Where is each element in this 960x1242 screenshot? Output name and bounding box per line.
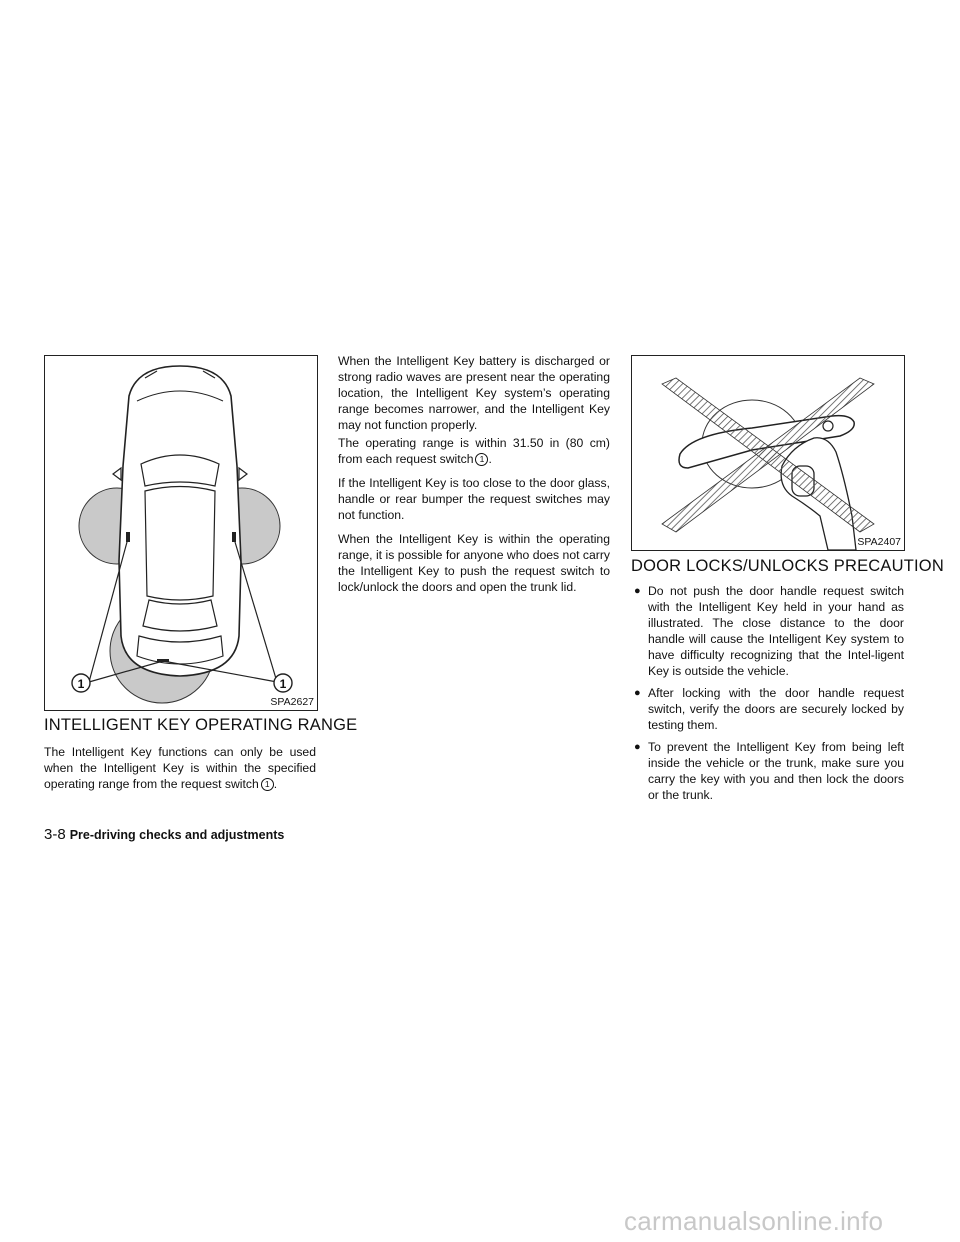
figure-code: SPA2627	[270, 696, 314, 708]
bullet-icon: ●	[634, 687, 641, 699]
page-number: 3-8	[44, 826, 66, 843]
request-switch-right	[232, 532, 236, 542]
watermark-link[interactable]: carmanualsonline.info	[624, 1206, 884, 1236]
car-windshield	[141, 455, 219, 486]
request-switch-button	[823, 421, 833, 431]
ref-1-icon: 1	[475, 453, 488, 466]
chapter-title: Pre-driving checks and adjustments	[69, 828, 285, 842]
precaution-list	[634, 583, 904, 809]
request-switch-left	[126, 532, 130, 542]
list-item: ● After locking with the door handle request switch, verify the doors are securely locked by testing them.	[634, 686, 904, 732]
car-roof	[145, 487, 215, 601]
door-handle-figure	[631, 355, 905, 551]
operating-range-paragraph: The Intelligent Key functions can only be used when the Intelligent Key is within the specified operating range from the request switch 1 .	[44, 745, 316, 791]
section-heading-door-locks: DOOR LOCKS/UNLOCKS PRECAUTION	[631, 557, 944, 575]
figure-code: SPA2407	[857, 536, 901, 548]
page-footer	[44, 826, 284, 844]
car-range-figure	[44, 355, 318, 711]
battery-paragraph: When the Intelligent Key battery is discharged or strong radio waves are present near the operating location, the Intelligent Key system’s operating range becomes narrower, and the Intelligent Key may not function properly.	[338, 354, 610, 432]
section-heading-operating-range: INTELLIGENT KEY OPERATING RANGE	[44, 716, 358, 734]
list-item: ● Do not push the door handle request switch with the Intelligent Key held in your hand as illustrated. The close distance to the door handle will cause the Intelligent Key system to have difficulty recognizing that the Intel-ligent Key is outside the vehicle.	[634, 584, 904, 678]
callout-1-left: 1	[77, 677, 85, 691]
callout-1-right: 1	[279, 677, 287, 691]
door-handle-illustration	[632, 356, 904, 550]
bullet-icon: ●	[634, 741, 641, 753]
too-close-paragraph: If the Intelligent Key is too close to the door glass, handle or rear bumper the request switches may not function.	[338, 476, 610, 522]
bullet-icon: ●	[634, 585, 641, 597]
anyone-paragraph: When the Intelligent Key is within the operating range, it is possible for anyone who does not carry the Intelligent Key to push the request switch to lock/unlock the doors and open the trunk lid.	[338, 532, 610, 594]
car-top-view-illustration	[45, 356, 317, 710]
list-item: ● To prevent the Intelligent Key from being left inside the vehicle or the trunk, make sure you carry the key with you and then lock the doors or the trunk.	[634, 740, 904, 802]
range-distance-paragraph: The operating range is within 31.50 in (80 cm) from each request switch 1 .	[338, 436, 610, 466]
ref-1-icon: 1	[261, 778, 274, 791]
